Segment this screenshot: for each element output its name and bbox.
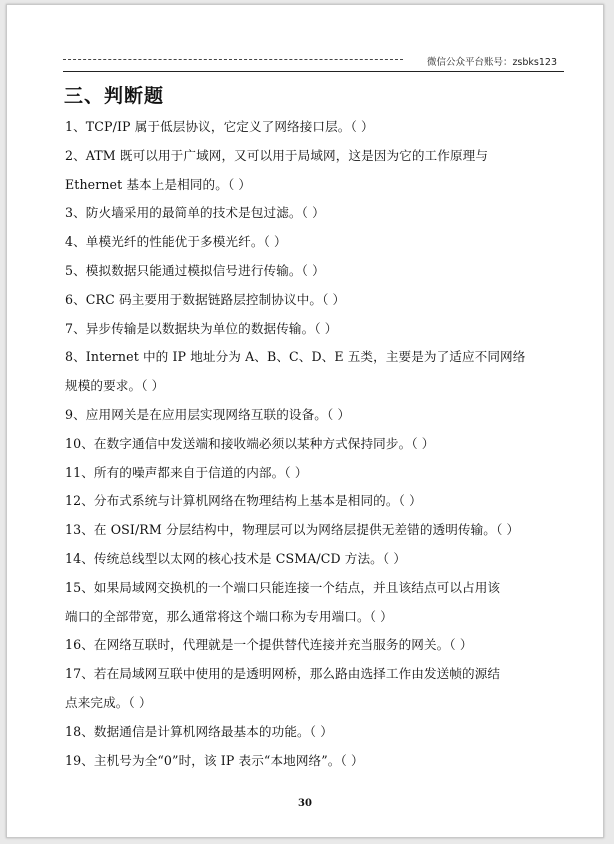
question-list [65,113,565,775]
section-title: 三、判断题 [64,85,165,107]
question-line: 12、分布式系统与计算机网络在物理结构上基本是相同的。（ ） [65,493,422,509]
question-line: 3、防火墙采用的最简单的技术是包过滤。（ ） [65,205,325,221]
header-rule [63,71,564,72]
question-line: 5、模拟数据只能通过模拟信号进行传输。（ ） [65,262,325,278]
question-line: 规模的要求。（ ） [65,378,165,394]
question-line: 2、ATM 既可以用于广域网，又可以用于局域网，这是因为它的工作原理与 [65,147,489,163]
question-line: 13、在 OSI/RM 分层结构中，物理层可以为网络层提供无差错的透明传输。（ ） [65,522,520,538]
question-line: 4、单模光纤的性能优于多模光纤。（ ） [65,234,287,250]
question-line: 16、在网络互联时，代理就是一个提供替代连接并充当服务的网关。（ ） [65,637,473,653]
document-page [6,4,604,838]
question-line: 11、所有的噪声都来自于信道的内部。（ ） [65,464,308,480]
question-line: 端口的全部带宽，那么通常将这个端口称为专用端口。（ ） [65,608,393,624]
question-line: 7、异步传输是以数据块为单位的数据传输。（ ） [65,320,338,336]
question-line: 14、传统总线型以太网的核心技术是 CSMA/CD 方法。（ ） [65,550,407,566]
question-line: 8、Internet 中的 IP 地址分为 A、B、C、D、E 五类，主要是为了适应不同网络 [65,349,526,365]
question-line: 19、主机号为全“0”时，该 IP 表示“本地网络”。（ ） [65,752,364,768]
question-line: 15、如果局域网交换机的一个端口只能连接一个结点，并且该结点可以占用该 [65,579,501,595]
question-line: 17、若在局域网互联中使用的是透明网桥，那么路由选择工作由发送帧的源结 [65,666,501,682]
question-line: 6、CRC 码主要用于数据链路层控制协议中。（ ） [65,291,346,307]
question-line: 9、应用网关是在应用层实现网络互联的设备。（ ） [65,406,351,422]
question-line: 10、在数字通信中发送端和接收端必须以某种方式保持同步。（ ） [65,435,435,451]
header-account-text: 微信公众平台账号：zsbks123 [426,57,557,68]
question-line: 1、TCP/IP 属于低层协议，它定义了网络接口层。（ ） [65,119,374,134]
question-line: 点来完成。（ ） [65,694,152,710]
page-number: 30 [298,798,312,809]
question-line: Ethernet 基本上是相同的。（ ） [65,176,252,192]
question-line: 18、数据通信是计算机网络最基本的功能。（ ） [65,723,333,739]
header-dashed-rule [63,59,403,60]
